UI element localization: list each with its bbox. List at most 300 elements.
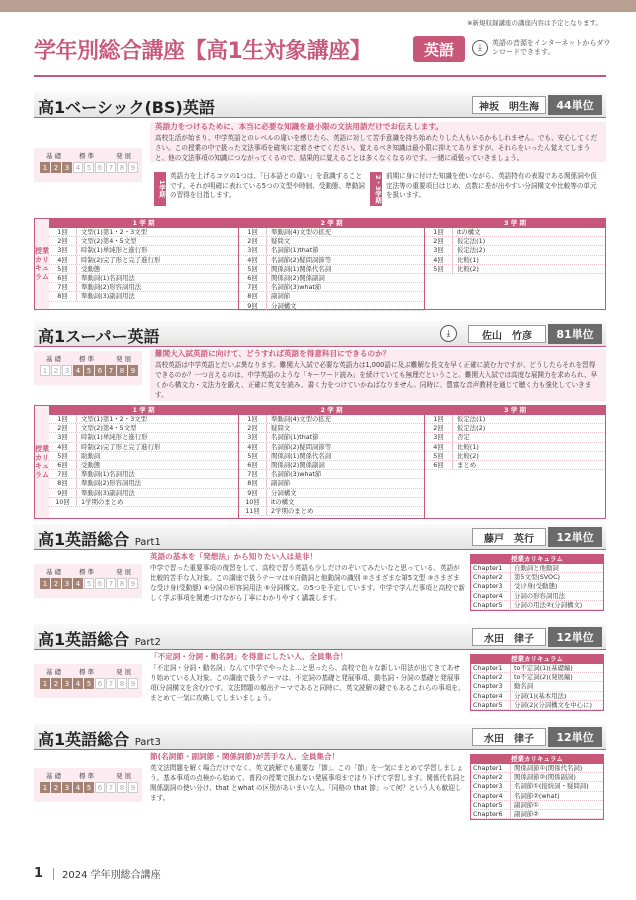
chapter-topic: to不定詞(2)(発展編) bbox=[514, 673, 573, 682]
level-advanced: 発 展 bbox=[116, 668, 132, 676]
lesson-topic: 比較(1) bbox=[457, 255, 479, 264]
level-boxes bbox=[40, 678, 139, 689]
header-rule bbox=[34, 75, 606, 77]
lesson-topic: 名詞節(2)疑問詞節等 bbox=[271, 255, 332, 264]
title-main: 高1英語総合 bbox=[38, 730, 130, 749]
curriculum-row bbox=[425, 265, 605, 274]
lesson-number: 2回 bbox=[239, 424, 267, 432]
lesson-number: 1回 bbox=[239, 228, 267, 236]
course-general-part3 bbox=[34, 724, 606, 832]
level-boxes bbox=[40, 578, 139, 589]
chapter-row bbox=[471, 692, 603, 701]
lesson-topic: 準動詞(3)副詞用法 bbox=[81, 292, 135, 301]
lesson-number: 9回 bbox=[239, 489, 267, 497]
term1-tag: 1学期 bbox=[154, 172, 166, 206]
chapter-row bbox=[471, 564, 603, 573]
lesson-number: 11回 bbox=[239, 507, 267, 515]
body-text: 「不定詞・分詞・動名詞」なんて中学でやったよ…と思ったら、高校で色々な新しい用法が出てきてあせり始めている人対象。この講座で扱うテーマは、不定詞の基礎と発展事項、動名詞・分詞の基礎と発展事項(分詞構文を含む)です。文法問題の頻出テーマであると同時に、英文読解の鍵でもあるこれらの事項を、まとめて一気に攻略してしまいましょう。 bbox=[150, 664, 465, 702]
level-advanced: 発 展 bbox=[116, 568, 132, 576]
curriculum-row bbox=[239, 461, 424, 470]
term1-column bbox=[49, 219, 239, 309]
teacher-name: 藤戸 英行 bbox=[472, 528, 546, 546]
lesson-number: 1回 bbox=[49, 415, 77, 423]
lesson-topic: 否定 bbox=[457, 433, 470, 442]
chapter-number: Chapter5 bbox=[471, 601, 511, 609]
chapter-row bbox=[471, 573, 603, 582]
level-box: 6 bbox=[95, 365, 105, 376]
lesson-topic: 仮定法(1) bbox=[457, 415, 486, 423]
curriculum-row bbox=[49, 424, 238, 433]
term1-column bbox=[49, 406, 239, 518]
level-box: 7 bbox=[106, 678, 116, 689]
lesson-topic: 分詞構文 bbox=[271, 488, 297, 497]
lesson-topic: 比較(2) bbox=[457, 264, 479, 273]
level-box: 1 bbox=[40, 782, 50, 793]
lead-text: 難関大入試英語に向けて、どうすれば英語を得意科目にできるのか？ bbox=[155, 349, 391, 358]
course-header bbox=[34, 321, 606, 347]
curriculum-row bbox=[239, 507, 424, 516]
lesson-number: 6回 bbox=[239, 274, 267, 282]
chapter-table bbox=[470, 754, 604, 820]
lesson-number: 5回 bbox=[425, 265, 453, 273]
footer-label: 2024 学年別総合講座 bbox=[62, 870, 161, 881]
chapter-row bbox=[471, 682, 603, 691]
lesson-topic: 関係詞(2)関係副詞 bbox=[271, 460, 325, 469]
lesson-topic: itの構文 bbox=[271, 497, 295, 506]
course-header bbox=[34, 624, 606, 650]
unit-count: 81単位 bbox=[548, 324, 602, 344]
course-general-part2 bbox=[34, 624, 606, 716]
lesson-number: 4回 bbox=[425, 256, 453, 264]
chapter-topic: to不定詞(1)(基礎編) bbox=[514, 664, 573, 672]
level-box: 1 bbox=[40, 365, 50, 376]
term23-summary: 前期に身に付けた知識を使いながら、英語特有の表現である関係詞や仮定法等の重要項目はじめ、点数に差が出やすい分詞構文や比較等の単元を扱います。 bbox=[386, 172, 597, 199]
curriculum-row bbox=[239, 489, 424, 498]
body-text: 高校生活が始まり、中学英語とのレベルの違いを感じたら、英語に対して苦手意識を持ち始めたりした人もいるかもしれません。でも、安心してください。この授業の中で扱った文法事項を確実に定着させてください。覚えるべき知識は最小限に抑えてありますが、それらをいったん覚えてしまうと、他の文法事項の知識につながってくるので、結果的に覚えることは多くなくなるのです。一緒に頑張っていきましょう。 bbox=[155, 134, 598, 162]
curriculum-row bbox=[49, 283, 238, 292]
lesson-number: 3回 bbox=[49, 433, 77, 441]
lesson-topic: 時制(1)単純形と進行形 bbox=[81, 433, 148, 442]
level-box: 5 bbox=[84, 782, 94, 793]
lesson-number: 6回 bbox=[49, 461, 77, 469]
lesson-number: 10回 bbox=[239, 498, 267, 506]
lesson-number: 1回 bbox=[49, 228, 77, 236]
level-box: 7 bbox=[106, 782, 116, 793]
curriculum-row bbox=[239, 479, 424, 488]
level-box: 2 bbox=[51, 365, 61, 376]
lesson-topic: 受動態 bbox=[81, 264, 101, 273]
level-box: 9 bbox=[128, 578, 138, 589]
lesson-topic: 名詞節(1)that節 bbox=[271, 433, 319, 442]
curriculum-row bbox=[425, 256, 605, 265]
level-box: 2 bbox=[51, 782, 61, 793]
level-indicator bbox=[34, 768, 142, 802]
level-standard: 標 準 bbox=[79, 152, 95, 160]
curriculum-row bbox=[425, 228, 605, 237]
unit-count: 12単位 bbox=[548, 527, 602, 547]
course-title: 高1ベーシック(BS)英語 bbox=[38, 98, 215, 117]
download-icon: ⤓ bbox=[440, 325, 457, 342]
curriculum-row bbox=[49, 461, 238, 470]
term2-header: 2 学 期 bbox=[239, 406, 424, 415]
curriculum-row bbox=[49, 443, 238, 452]
chapter-number: Chapter6 bbox=[471, 810, 511, 818]
lesson-number: 7回 bbox=[239, 470, 267, 478]
curriculum-row bbox=[239, 470, 424, 479]
term1-summary: 英語力を上げるコツの1つは、「日本語との違い」を意識することです。それが明確に表れている5つの文型や時制、受動態、準動詞の習得を目指します。 bbox=[170, 172, 365, 199]
course-title bbox=[38, 527, 161, 550]
curriculum-row bbox=[425, 415, 605, 424]
course-title bbox=[38, 727, 161, 750]
level-box: 8 bbox=[117, 365, 127, 376]
unit-count: 44単位 bbox=[548, 95, 602, 115]
lesson-topic: 1学期のまとめ bbox=[81, 497, 124, 506]
curriculum-row bbox=[49, 237, 238, 246]
level-standard: 標 準 bbox=[79, 668, 95, 676]
chapter-topic: 名詞節①(接続詞・疑問詞) bbox=[514, 782, 589, 791]
chapter-row bbox=[471, 701, 603, 710]
lead-text: 節(名詞節・副詞節・関係詞節)が苦手な人、全員集合！ bbox=[150, 752, 340, 761]
chapter-topic: 名詞節②(what) bbox=[514, 791, 560, 800]
curriculum-row bbox=[239, 283, 424, 292]
body-text: 英文法問題を解く場合だけでなく、英文読解でも重要な「節」。この「節」を一気にまとめて学習しましょう。基本事項の点検から始めて、普段の授業で扱わない発展事項までほり下げて学習します。関係代名詞と関係副詞の使い分け、that とwhat の区別があいまいな人、「同格の that 節」って何？という人も歓迎します。 bbox=[150, 764, 466, 802]
level-basic: 基 礎 bbox=[46, 568, 62, 576]
notice-text: ※新規収録講座の講座内容は予定となります。 bbox=[467, 19, 602, 27]
level-box: 3 bbox=[62, 365, 72, 376]
curriculum-row bbox=[425, 443, 605, 452]
level-box: 5 bbox=[84, 365, 94, 376]
lesson-topic: 2学期のまとめ bbox=[271, 506, 314, 515]
lesson-topic: 文型(1)第1・2・3文型 bbox=[81, 228, 147, 236]
title-part: Part3 bbox=[134, 737, 161, 748]
title-part: Part2 bbox=[134, 637, 161, 648]
level-standard: 標 準 bbox=[79, 568, 95, 576]
lesson-topic: 関係詞(1)関係代名詞 bbox=[271, 264, 332, 273]
curriculum-row bbox=[239, 265, 424, 274]
term3-header: 3 学 期 bbox=[425, 219, 605, 228]
lesson-topic: 関係詞(2)関係副詞 bbox=[271, 273, 325, 282]
chapter-row bbox=[471, 810, 603, 819]
download-icon: ⤓ bbox=[472, 40, 488, 56]
lesson-number: 8回 bbox=[49, 479, 77, 487]
lesson-topic: 関係詞(1)関係代名詞 bbox=[271, 451, 332, 460]
chapter-topic: 第5文型(SVOC) bbox=[514, 573, 561, 582]
level-box: 1 bbox=[40, 578, 50, 589]
chapter-row bbox=[471, 764, 603, 773]
curriculum-row bbox=[49, 274, 238, 283]
level-basic: 基 礎 bbox=[46, 772, 62, 780]
chapter-number: Chapter4 bbox=[471, 592, 511, 600]
chapter-number: Chapter2 bbox=[471, 773, 511, 781]
level-advanced: 発 展 bbox=[116, 152, 132, 160]
level-box: 6 bbox=[95, 678, 105, 689]
curriculum-row bbox=[425, 237, 605, 246]
title-part: Part1 bbox=[134, 537, 161, 548]
course-description bbox=[150, 652, 466, 716]
curriculum-row bbox=[239, 274, 424, 283]
lesson-number: 4回 bbox=[425, 443, 453, 451]
body-text: 高校英語は中学英語とだいぶ異なります。難関大入試で必要な英語力は1,000語に及ぶ難解な長文を早く正確に読む力ですが、どうしたらそれを習得できるのか？一つ言えるのは、中学英語のような「キーワード読み」を続けていても無理だということ。難関大入試では高度な展開力を求められ、早くから構文力・文法力を鍛え、正確に英文を読み、書く力をつけていかねばなりません。同時に、豊富な音声教材を通じて聴く力も強化していきます。 bbox=[155, 361, 598, 399]
lead-text: 英語力をつけるために、本当に必要な知識を最小限の文法用語だけでお伝えします。 bbox=[155, 122, 443, 131]
course-header bbox=[34, 524, 606, 550]
curriculum-row bbox=[49, 265, 238, 274]
chapter-number: Chapter3 bbox=[471, 582, 511, 590]
curriculum-row bbox=[425, 433, 605, 442]
chapter-number: Chapter1 bbox=[471, 764, 511, 772]
chapter-number: Chapter3 bbox=[471, 782, 511, 790]
curriculum-row bbox=[239, 498, 424, 507]
curriculum-row bbox=[49, 433, 238, 442]
lesson-number: 3回 bbox=[49, 246, 77, 254]
level-basic: 基 礎 bbox=[46, 355, 62, 363]
download-note: 英語の音源をインターネットからダウンロードできます。 bbox=[492, 39, 611, 56]
level-box: 5 bbox=[84, 162, 94, 173]
chapter-table bbox=[470, 554, 604, 611]
level-box: 6 bbox=[95, 578, 105, 589]
lesson-number: 3回 bbox=[239, 246, 267, 254]
curriculum-row bbox=[49, 292, 238, 301]
lesson-topic: 助動詞 bbox=[81, 451, 101, 460]
term2-column bbox=[239, 406, 425, 518]
chapter-table-header: 授業カリキュラム bbox=[471, 655, 603, 664]
chapter-row bbox=[471, 592, 603, 601]
curriculum-row bbox=[239, 415, 424, 424]
lesson-number: 6回 bbox=[425, 461, 453, 469]
level-box: 6 bbox=[95, 162, 105, 173]
teacher-name: 水田 律子 bbox=[472, 728, 546, 746]
lesson-number: 5回 bbox=[49, 265, 77, 273]
level-box: 5 bbox=[84, 578, 94, 589]
lesson-number: 3回 bbox=[425, 246, 453, 254]
chapter-number: Chapter2 bbox=[471, 573, 511, 581]
level-box: 9 bbox=[128, 678, 138, 689]
lesson-topic: 仮定法(1) bbox=[457, 237, 486, 246]
chapter-row bbox=[471, 773, 603, 782]
level-boxes bbox=[40, 782, 139, 793]
body-text: 中学で習った重要事項の復習をして、高校で習う英語も少しだけのぞいてみたいなと思っている、英語が比較的苦手な人対象。この講座で扱うテーマは①自動詞と他動詞の識別 ②さまざまな第5文型 ③さまざまな受け身(受動態) ④分詞の形容詞用法 ⑤分詞構文。の5つを予定しています。中学で学んだ事項と高校で新しく学ぶ事項を関連づけながら丁寧にわかりやすく講義します。 bbox=[150, 564, 465, 602]
lesson-topic: 疑問文 bbox=[271, 237, 291, 246]
lesson-number: 2回 bbox=[239, 237, 267, 245]
chapter-topic: 自動詞と他動詞 bbox=[514, 564, 559, 572]
level-box: 4 bbox=[73, 365, 83, 376]
chapter-row bbox=[471, 801, 603, 810]
unit-count: 12単位 bbox=[548, 627, 602, 647]
teacher-name: 水田 律子 bbox=[472, 628, 546, 646]
lesson-topic: 比較(1) bbox=[457, 442, 479, 451]
curriculum-row bbox=[239, 433, 424, 442]
lesson-number: 4回 bbox=[49, 256, 77, 264]
level-box: 1 bbox=[40, 162, 50, 173]
level-box: 9 bbox=[128, 782, 138, 793]
chapter-row bbox=[471, 582, 603, 591]
lesson-topic: 文型(1)第1・2・3文型 bbox=[81, 415, 147, 423]
level-boxes bbox=[40, 162, 139, 173]
level-box: 9 bbox=[128, 162, 138, 173]
lesson-topic: 名詞節(3)what節 bbox=[271, 470, 322, 479]
chapter-table-header: 授業カリキュラム bbox=[471, 755, 603, 764]
lesson-number: 7回 bbox=[49, 470, 77, 478]
chapter-topic: 分詞の用法②(分詞構文) bbox=[514, 600, 583, 609]
level-box: 8 bbox=[117, 162, 127, 173]
lesson-number: 2回 bbox=[49, 424, 77, 432]
lesson-topic: 分詞構文 bbox=[271, 301, 297, 310]
level-indicator bbox=[34, 564, 142, 598]
lesson-number: 1回 bbox=[425, 228, 453, 236]
lesson-number: 2回 bbox=[49, 237, 77, 245]
level-box: 4 bbox=[73, 578, 83, 589]
curriculum-row bbox=[49, 452, 238, 461]
lesson-number: 1回 bbox=[239, 415, 267, 423]
chapter-topic: 分詞(2)(分詞構文を中心に) bbox=[514, 700, 592, 709]
chapter-number: Chapter4 bbox=[471, 792, 511, 800]
level-box: 4 bbox=[73, 782, 83, 793]
lesson-number: 3回 bbox=[239, 433, 267, 441]
chapter-topic: 分詞(1)(基本用法) bbox=[514, 691, 567, 700]
lesson-topic: 時制(1)単純形と進行形 bbox=[81, 246, 148, 255]
chapter-row bbox=[471, 664, 603, 673]
lesson-topic: 準動詞(2)形容詞用法 bbox=[81, 283, 142, 292]
lesson-number: 5回 bbox=[425, 452, 453, 460]
term1-header: 1 学 期 bbox=[49, 406, 238, 415]
curriculum-row bbox=[49, 479, 238, 488]
lesson-number: 7回 bbox=[49, 283, 77, 291]
chapter-table bbox=[470, 654, 604, 711]
curriculum-row bbox=[49, 256, 238, 265]
top-bar bbox=[0, 0, 636, 12]
lesson-number: 6回 bbox=[49, 274, 77, 282]
level-box: 3 bbox=[62, 782, 72, 793]
level-basic: 基 礎 bbox=[46, 152, 62, 160]
lesson-topic: 副詞節 bbox=[271, 292, 291, 301]
lesson-topic: 時制(2)完了形と完了進行形 bbox=[81, 442, 161, 451]
level-advanced: 発 展 bbox=[116, 772, 132, 780]
chapter-number: Chapter3 bbox=[471, 682, 511, 690]
chapter-number: Chapter2 bbox=[471, 673, 511, 681]
lesson-topic: まとめ bbox=[457, 460, 477, 469]
level-boxes bbox=[40, 365, 139, 376]
chapter-number: Chapter5 bbox=[471, 801, 511, 809]
lead-text: 「不定詞・分詞・動名詞」を得意にしたい人、全員集合！ bbox=[150, 652, 348, 661]
lesson-topic: 比較(2) bbox=[457, 451, 479, 460]
lesson-topic: 準動詞(2)形容詞用法 bbox=[81, 479, 142, 488]
level-box: 6 bbox=[95, 782, 105, 793]
chapter-topic: 分詞の形容詞用法 bbox=[514, 591, 566, 600]
teacher-name: 神坂 明生海 bbox=[472, 96, 546, 114]
lesson-number: 5回 bbox=[239, 452, 267, 460]
course-title: 高1スーパー英語 bbox=[38, 327, 160, 346]
lesson-topic: 準動詞(1)名詞用法 bbox=[81, 470, 135, 479]
level-box: 8 bbox=[117, 678, 127, 689]
term1-header: 1 学 期 bbox=[49, 219, 238, 228]
term23-tag: 2・3学期 bbox=[370, 172, 382, 206]
curriculum-label: 授業カリキュラム bbox=[35, 406, 49, 518]
chapter-topic: 関係詞節①(関係代名詞) bbox=[514, 764, 583, 772]
teacher-name: 佐山 竹彦 bbox=[468, 325, 546, 343]
chapter-topic: 動名詞 bbox=[514, 682, 534, 691]
curriculum-row bbox=[425, 461, 605, 470]
lesson-number: 2回 bbox=[425, 237, 453, 245]
chapter-number: Chapter1 bbox=[471, 664, 511, 672]
page-footer bbox=[34, 866, 161, 881]
chapter-number: Chapter1 bbox=[471, 564, 511, 572]
term3-column bbox=[425, 406, 605, 518]
lesson-number: 3回 bbox=[425, 433, 453, 441]
chapter-row bbox=[471, 673, 603, 682]
level-basic: 基 礎 bbox=[46, 668, 62, 676]
term2-header: 2 学 期 bbox=[239, 219, 424, 228]
curriculum-row bbox=[239, 292, 424, 301]
curriculum-row bbox=[239, 443, 424, 452]
lesson-topic: 文型(2)第4・5文型 bbox=[81, 237, 137, 246]
lesson-number: 5回 bbox=[239, 265, 267, 273]
lesson-topic: 準動詞(3)副詞用法 bbox=[81, 488, 135, 497]
curriculum-table bbox=[34, 218, 606, 310]
curriculum-row bbox=[239, 424, 424, 433]
course-super bbox=[34, 321, 606, 521]
lesson-number: 10回 bbox=[49, 498, 77, 506]
lesson-number: 9回 bbox=[239, 302, 267, 310]
lesson-topic: 疑問文 bbox=[271, 424, 291, 433]
lesson-number: 6回 bbox=[239, 461, 267, 469]
level-box: 4 bbox=[73, 162, 83, 173]
unit-count: 12単位 bbox=[548, 727, 602, 747]
level-box: 1 bbox=[40, 678, 50, 689]
level-box: 4 bbox=[73, 678, 83, 689]
lesson-topic: itの構文 bbox=[457, 228, 481, 236]
lesson-topic: 副詞節 bbox=[271, 479, 291, 488]
lesson-topic: 仮定法(2) bbox=[457, 246, 486, 255]
level-box: 7 bbox=[106, 365, 116, 376]
curriculum-table bbox=[34, 405, 606, 519]
lesson-topic: 準動詞(4)文型の拡充 bbox=[271, 228, 332, 236]
course-description bbox=[150, 552, 466, 616]
curriculum-row bbox=[49, 228, 238, 237]
curriculum-row bbox=[425, 424, 605, 433]
chapter-table-header: 授業カリキュラム bbox=[471, 555, 603, 564]
lesson-number: 9回 bbox=[49, 489, 77, 497]
level-box: 8 bbox=[117, 578, 127, 589]
term2-column bbox=[239, 219, 425, 309]
page-title: 学年別総合講座【高1生対象講座】 bbox=[34, 39, 372, 64]
lead-text: 英語の基本を「発想法」から知りたい人は是非！ bbox=[150, 552, 318, 561]
level-box: 3 bbox=[62, 578, 72, 589]
curriculum-row bbox=[239, 246, 424, 255]
term3-column bbox=[425, 219, 605, 309]
level-box: 3 bbox=[62, 678, 72, 689]
course-general-part1 bbox=[34, 524, 606, 616]
lesson-number: 7回 bbox=[239, 283, 267, 291]
curriculum-row bbox=[425, 452, 605, 461]
course-description bbox=[150, 752, 466, 822]
subject-badge: 英語 bbox=[413, 36, 465, 62]
chapter-row bbox=[471, 792, 603, 801]
level-indicator bbox=[34, 351, 142, 385]
curriculum-row bbox=[49, 489, 238, 498]
curriculum-row bbox=[239, 256, 424, 265]
course-basic bbox=[34, 92, 606, 322]
term3-header: 3 学 期 bbox=[425, 406, 605, 415]
chapter-row bbox=[471, 601, 603, 610]
course-header bbox=[34, 92, 606, 118]
chapter-row bbox=[471, 782, 603, 791]
lesson-number: 8回 bbox=[49, 292, 77, 300]
level-indicator bbox=[34, 148, 142, 182]
lesson-topic: 名詞節(3)what節 bbox=[271, 283, 322, 292]
course-description bbox=[150, 122, 606, 162]
lesson-number: 8回 bbox=[239, 292, 267, 300]
lesson-topic: 名詞節(1)that節 bbox=[271, 246, 319, 255]
chapter-number: Chapter5 bbox=[471, 701, 511, 709]
